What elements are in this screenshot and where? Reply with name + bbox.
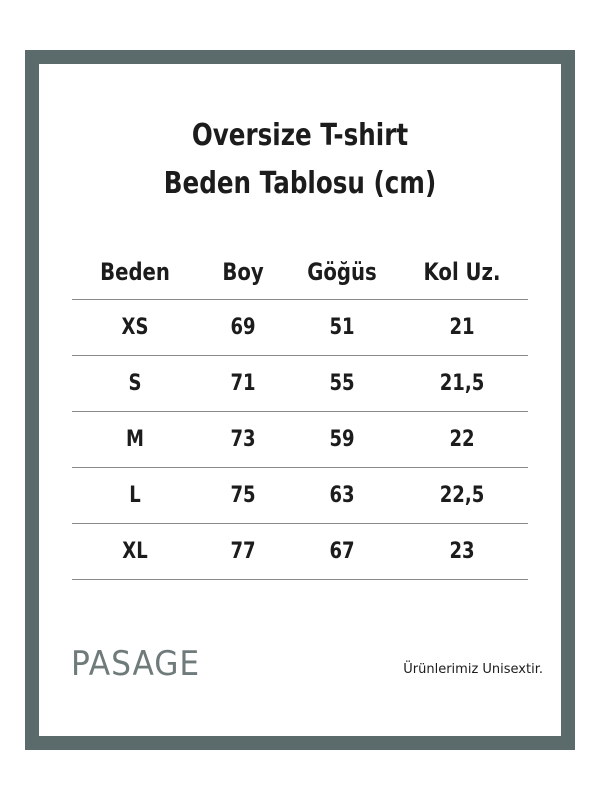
table-row (72, 524, 528, 580)
cell-size: M (126, 427, 144, 452)
cell-kol-uz: 21 (449, 315, 475, 340)
size-chart-card (39, 64, 561, 736)
title-line-2: Beden Tablosu (cm) (163, 166, 437, 201)
cell-gogus: 67 (329, 539, 355, 564)
header-boy: Boy (222, 258, 264, 286)
unisex-note: Ürünlerimiz Unisextir. (403, 662, 543, 677)
cell-gogus: 63 (329, 483, 355, 508)
cell-gogus: 59 (329, 427, 355, 452)
cell-gogus: 51 (329, 315, 355, 340)
cell-gogus: 55 (329, 371, 355, 396)
header-kol-uz: Kol Uz. (423, 258, 501, 286)
outer-frame (25, 50, 575, 750)
table-header-row (72, 251, 528, 300)
cell-size: L (129, 483, 141, 508)
cell-boy: 77 (230, 539, 256, 564)
chart-title (86, 112, 514, 208)
table-row (72, 412, 528, 468)
cell-kol-uz: 22 (449, 427, 475, 452)
cell-boy: 71 (230, 371, 256, 396)
table-row (72, 300, 528, 356)
table-row (72, 356, 528, 412)
header-beden: Beden (100, 258, 170, 286)
cell-kol-uz: 23 (449, 539, 475, 564)
cell-boy: 69 (230, 315, 256, 340)
size-table (72, 251, 528, 580)
cell-boy: 73 (230, 427, 256, 452)
table-row (72, 468, 528, 524)
cell-kol-uz: 21,5 (439, 371, 485, 396)
brand-logo: PASAGE (71, 644, 201, 684)
cell-kol-uz: 22,5 (439, 483, 485, 508)
cell-size: S (128, 371, 142, 396)
header-gogus: Göğüs (307, 258, 377, 286)
title-line-1: Oversize T-shirt (191, 118, 409, 153)
cell-size: XS (121, 315, 149, 340)
cell-boy: 75 (230, 483, 256, 508)
cell-size: XL (122, 539, 148, 564)
